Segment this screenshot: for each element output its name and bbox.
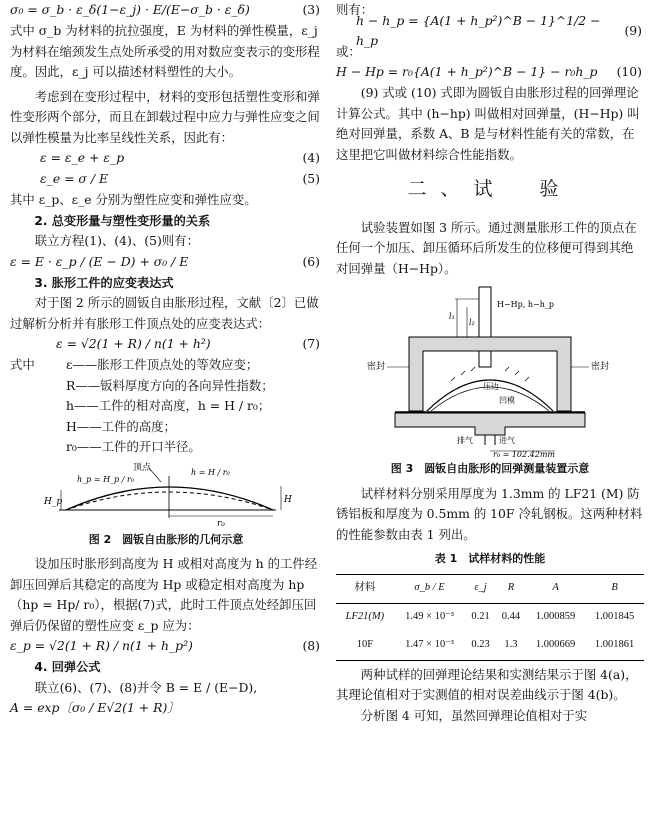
table-cell: 1.47 × 10⁻³ xyxy=(405,639,454,651)
paragraph: 分析图 4 可知，虽然回弹理论值相对于实 xyxy=(360,707,588,723)
table-header-cell: R xyxy=(507,582,515,594)
radius-dimension-label: r₀ = 102.42mm xyxy=(493,450,555,459)
equation-number: (7) xyxy=(302,336,320,352)
paragraph: 对于图 2 所示的圆钣自由胀形过程，文献〔2〕已做过解析分析并有胀形工件顶点处的应变表达式： xyxy=(10,295,319,331)
symbol-definitions xyxy=(10,355,322,458)
left-column xyxy=(10,0,322,719)
material-properties-table xyxy=(336,574,644,661)
table-1-title: 表 1 试样材料的性能 xyxy=(434,552,546,565)
definition: H——工件的高度； xyxy=(66,418,176,434)
paragraph: 考虑到在变形过程中，材料的变形包括塑性变形和弹性变形两个部分，而且在卸载过程中应力与弹性应变之间以弹性模量为比率呈线性关系，因此有： xyxy=(10,88,320,145)
Hp-dimension-label: H_p xyxy=(44,496,63,507)
paragraph: 则有： xyxy=(336,2,374,17)
table-cell: 10F xyxy=(356,639,374,651)
l2-label: l₂ xyxy=(469,318,475,327)
paragraph: 式中 σ_b 为材料的抗拉强度，E 为材料的弹性模量，ε_j 为材料在缩颈发生点处所承受的用对数应变表示的变形程度。因此，ε_j 可以描述材料塑性的大小。 xyxy=(10,23,320,79)
table-row xyxy=(336,632,644,661)
table-cell: 1.001861 xyxy=(594,639,635,651)
table-header-cell: A xyxy=(552,582,559,594)
h-label: h = H / r₀ xyxy=(191,467,230,477)
definition: R——钣料厚度方向的各向异性指数； xyxy=(66,377,274,393)
equation-A xyxy=(10,698,322,719)
section-heading: 2. 总变形量与塑性变形量的关系 xyxy=(34,213,211,228)
apex-label: 顶点 xyxy=(133,462,152,473)
definition: 式中 ε——胀形工件顶点处的等效应变； xyxy=(10,357,259,372)
equation-6 xyxy=(10,252,322,273)
definition: r₀——工件的开口半径。 xyxy=(66,439,201,454)
paragraph: 或： xyxy=(336,43,361,59)
table-header-cell: 材料 xyxy=(354,582,376,594)
right-seal-label: 密封 xyxy=(591,362,610,372)
equation-5 xyxy=(10,169,322,190)
equation-number: (3) xyxy=(302,2,320,18)
H-dimension-label: H xyxy=(284,494,292,505)
right-column xyxy=(336,0,644,726)
table-cell: LF21(M) xyxy=(345,611,385,623)
table-cell: 0.44 xyxy=(501,611,521,623)
paragraph: 设加压时胀形到高度为 H 或相对高度为 h 的工件经卸压回弹后其稳定的高度为 Hp 或稳定相对高度为 hp（hp = Hp/ r₀），根据(7)式，此时工件顶点处经卸压回弹后仍保留的塑性应变 ε_p 应为： xyxy=(10,556,318,633)
equation-10 xyxy=(336,62,644,83)
table-cell: 1.49 × 10⁻³ xyxy=(405,611,454,623)
table-cell: 1.3 xyxy=(504,639,518,651)
section-heading: 4. 回弹公式 xyxy=(34,660,101,674)
press-label: 压边 xyxy=(483,382,499,391)
paragraph: 联立方程(1)、(4)、(5)则有： xyxy=(34,233,199,248)
equation-body: h − h_p = {A(1 + h_p²)^B − 1}^1/2 − h_p xyxy=(356,12,601,48)
equation-7 xyxy=(10,334,322,355)
equation-number: (10) xyxy=(616,64,642,80)
equation-number: (6) xyxy=(302,253,320,269)
paragraph: 两种试样的回弹理论结果和实测结果示于图 4(a)，其理论值相对于实测值的相对误差曲线示于图 4(b)。 xyxy=(336,666,638,702)
equation-body: ε = √2(1 + R) / n(1 + h²) xyxy=(56,336,211,352)
springback-label: H−Hp, h−h_p xyxy=(497,300,554,309)
table-cell: 1.000669 xyxy=(535,639,576,651)
equation-3 xyxy=(10,0,322,21)
equation-body: ε_p = √2(1 + R) / n(1 + h_p²) xyxy=(10,638,193,654)
section-heading: 3. 胀形工件的应变表达式 xyxy=(34,275,174,290)
intake-label: 进气 xyxy=(499,436,515,445)
paragraph: 试验装置如图 3 所示。通过测量胀形工件的顶点在任何一个加压、卸压循环后所发生的位移便可得到其绝对回弹量（H−Hp）。 xyxy=(336,219,637,276)
equation-body: H − Hp = r₀{A(1 + h_p²)^B − 1} − r₀h_p xyxy=(336,64,598,80)
equation-4 xyxy=(10,148,322,169)
equation-body: A = exp〔σ₀ / E√2(1 + R)〕 xyxy=(10,700,180,716)
figure-3-caption: 图 3 圆钣自由胀形的回弹测量装置示意 xyxy=(390,462,590,475)
equation-body: ε = ε_e + ε_p xyxy=(40,150,125,166)
paragraph: 其中 ε_p、ε_e 分别为塑性应变和弹性应变。 xyxy=(10,192,257,207)
equation-body: ε = E · ε_p / (E − D) + σ₀ / E xyxy=(10,253,189,269)
equation-8 xyxy=(10,636,322,657)
hp-label: h_p = H_p / r₀ xyxy=(77,474,134,484)
equation-body: ε_e = σ / E xyxy=(40,171,108,187)
equation-number: (8) xyxy=(302,638,320,654)
equation-body: σ₀ = σ_b · ε_δ(1−ε_j) · E/(E−σ_b · ε_δ) xyxy=(10,2,250,18)
exhaust-label: 排气 xyxy=(457,436,473,445)
paragraph: (9) 式或 (10) 式即为圆钣自由胀形过程的回弹理论计算公式。其中 (h−hp) 叫做相对回弹量，(H−Hp) 叫绝对回弹量，系数 A、B 是与材料性能有关的常数，在这里把它叫做材料综合性能指数。 xyxy=(336,85,640,162)
table-cell: 0.21 xyxy=(471,611,490,623)
die-label: 凹模 xyxy=(499,396,515,405)
figure-2-diagram xyxy=(41,462,291,528)
table-cell: 1.000859 xyxy=(535,611,576,623)
figure-2-caption: 图 2 圆钣自由胀形的几何示意 xyxy=(88,532,244,546)
equation-number: (9) xyxy=(624,22,642,38)
table-cell: 1.001845 xyxy=(594,611,635,623)
paragraph: 试样材料分别采用厚度为 1.3mm 的 LF21 (M) 防锈铝板和厚度为 0.5mm 的 10F 冷轧钢板。这两种材料的性能参数由表 1 列出。 xyxy=(336,485,643,542)
equation-9 xyxy=(336,12,644,48)
section-title: 二、试 验 xyxy=(407,178,573,200)
l1-label: l₁ xyxy=(449,312,455,321)
left-seal-label: 密封 xyxy=(367,362,386,372)
definition: h——工件的相对高度，h = H / r₀； xyxy=(66,398,271,413)
paragraph: 联立(6)、(7)、(8)并令 B = E / (E−D), xyxy=(34,679,258,695)
equation-number: (4) xyxy=(302,150,320,166)
r0-dimension-label: r₀ xyxy=(217,518,225,529)
table-header-row xyxy=(336,574,644,603)
table-header-cell: B xyxy=(611,582,618,594)
equation-number: (5) xyxy=(302,171,320,187)
figure-3-diagram xyxy=(365,285,615,457)
table-cell: 0.23 xyxy=(471,639,490,651)
table-row xyxy=(336,603,644,632)
table-header-cell: σ_b / E xyxy=(414,582,445,594)
table-header-cell: ε_j xyxy=(474,582,487,594)
